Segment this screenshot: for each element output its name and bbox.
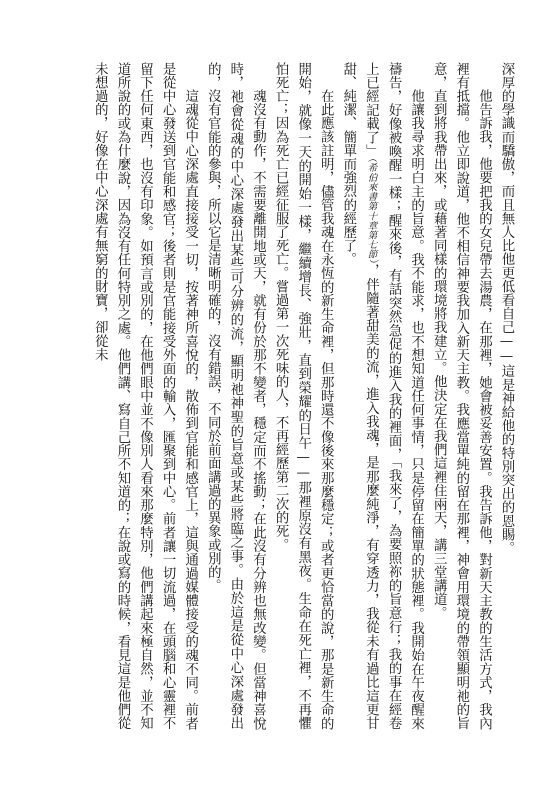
paragraph-text: 在此應該註明，儘管我魂在永恆的新生命裡，但那時還不像後來那麼穩定；或者更恰當的說，那是新生命的開始，就像一天的開始一樣，繼續增長、強壯，直到榮耀的日午——那裡原沒有黑夜。生命在死亡裡，不再懼怕死亡；因為死亡已經征服了死亡。嘗過第一次死味的人，不再經歷第二次的死。 <box>273 62 334 730</box>
paragraph-text: 深厚的學識而驕傲，而且無人比他更低看自己——這是神給他的特別突出的恩賜。 <box>499 62 514 555</box>
paragraph-text: 他讓我尋求明白主的旨意。我不能求，也不想知道任何事情，只是停留在簡單的狀態裡。我開始在午夜醒來禱告，好像被喚醒一樣；醒來後，有話突然急促的進入我的裡面，「我來了，為要照祢的旨意行；我的事在經卷上已經記載了」 <box>363 62 424 730</box>
vertical-text-body <box>43 62 517 730</box>
paragraph <box>88 62 201 730</box>
paragraph <box>336 62 426 730</box>
paragraph <box>427 62 495 730</box>
paragraph <box>201 62 269 730</box>
paragraph-text: 這魂從中心深處直接接受一切，按著神所喜悅的，散佈到官能和感官上，這與通過媒體接受的魂不同。前者是從中心發送到官能和感官；後者則是官能接受外面的輸入，匯聚到中心。前者讓一切流過，在頭腦和心靈裡不留下任何東西，也沒有印象。如預言或別的，在他們眼中並不像別人看來那麼特別，他們講起來極自然，並不知道所說的或為什麼說，因為沒有任何特別之處。他們講、寫自己所不知道的；在說或寫的時候，看見這是他們從未想過的，好像在中心深處有無窮的財寶，卻從未 <box>92 62 198 730</box>
scripture-reference: （希伯來書第十章第七節） <box>365 158 377 264</box>
paragraph-text: ，伴隨著甜美的流，進入我魂，是那麼純淨，有穿透力，我從未有過比這更甘甜、純潔、簡單而強烈的經歷了。 <box>340 62 379 730</box>
paragraph <box>268 62 336 730</box>
paragraph <box>494 62 517 730</box>
paragraph-text: 魂沒有動作，不需要離開地或天，就有份於那不變者，穩定而不搖動；在此沒有分辨也無改變。但當神喜悅時，祂會從魂的中心深處發出某些可分辨的流，顯明祂神聖的旨意或某些將臨之事。由於這是從中心深處發出的，沒有官能的參與，所以它是清晰明確的，沒有錯誤，不同於前面講過的異象或別的。 <box>205 62 266 730</box>
paragraph-text: 他告訴我，他要把我的女兒帶去湯農，在那裡，她會被妥善安置。我告訴他，對新天主教的生活方式，我內裡有抵擋。他立即說道，他不相信神要我加入新天主教。我應當單純的留在那裡，神會用環境的帶領顯明祂的旨意，直到將我帶出來，或藉著同樣的環境將我建立。他決定在我們這裡住兩天，講三堂講道。 <box>431 62 492 730</box>
